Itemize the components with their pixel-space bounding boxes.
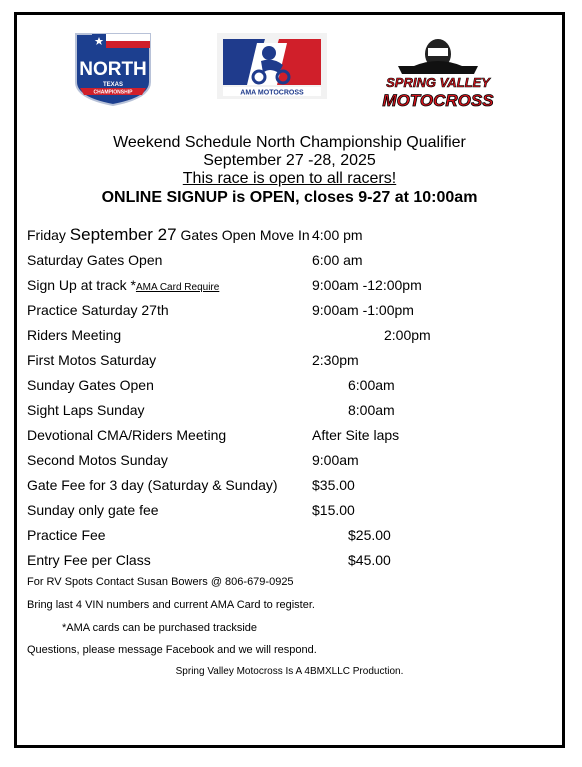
schedule-row-friday	[27, 225, 310, 245]
fee-row: Sunday only gate fee	[27, 502, 159, 518]
schedule-label: Sign Up at track *	[27, 277, 136, 293]
spring-valley-motocross-logo	[378, 36, 498, 111]
fee-row: Entry Fee per Class	[27, 552, 151, 568]
schedule-row: Sunday Gates Open	[27, 377, 154, 393]
sv-logo-line2: MOTOCROSS	[382, 91, 494, 110]
ama-motocross-logo	[217, 33, 327, 99]
open-to-all-notice: This race is open to all racers!	[182, 170, 397, 187]
fee-amount: $25.00	[348, 527, 391, 543]
schedule-row-signup	[27, 275, 219, 295]
fee-amount: $35.00	[312, 477, 355, 493]
ama-logo-text: AMA MOTOCROSS	[240, 89, 304, 97]
schedule-time: 2:30pm	[312, 352, 359, 368]
vin-note: Bring last 4 VIN numbers and current AMA Card to register.	[27, 599, 315, 611]
schedule-time: 9:00am -12:00pm	[312, 277, 422, 293]
schedule-time: 6:00am	[348, 377, 395, 393]
schedule-row: Sight Laps Sunday	[27, 402, 145, 418]
sv-logo-line1: SPRING VALLEY	[386, 75, 490, 90]
ama-cards-note: *AMA cards can be purchased trackside	[62, 622, 258, 634]
fee-amount: $45.00	[348, 552, 391, 568]
north-logo-banner: CHAMPIONSHIP	[93, 89, 133, 96]
schedule-row: Devotional CMA/Riders Meeting	[27, 427, 227, 443]
event-title: Weekend Schedule North Championship Qualifier	[113, 134, 466, 151]
schedule-time: 9:00am	[312, 452, 359, 468]
schedule-row: Second Motos Sunday	[27, 452, 168, 468]
fee-amount: $15.00	[312, 502, 355, 518]
ama-card-required-note: AMA Card Require	[135, 282, 220, 293]
fee-row: Practice Fee	[27, 527, 106, 543]
schedule-date: September 27	[69, 225, 177, 244]
schedule-time: 8:00am	[348, 402, 395, 418]
schedule-row: Riders Meeting	[27, 327, 122, 343]
schedule-time: 4:00 pm	[312, 227, 363, 243]
north-logo-state: TEXAS	[102, 82, 124, 88]
fee-row: Gate Fee for 3 day (Saturday & Sunday)	[27, 477, 278, 493]
event-dates: September 27 -28, 2025	[203, 152, 376, 169]
north-logo-text: NORTH	[79, 59, 147, 80]
schedule-time: After Site laps	[312, 427, 400, 443]
north-texas-championship-logo	[72, 32, 154, 107]
questions-note: Questions, please message Facebook and we will respond.	[27, 644, 317, 656]
online-signup-notice: ONLINE SIGNUP is OPEN, closes 9-27 at 10:00am	[101, 189, 478, 206]
rv-contact-note: For RV Spots Contact Susan Bowers @ 806-679-0925	[27, 576, 294, 588]
schedule-time: 6:00 am	[312, 252, 363, 268]
schedule-time: 9:00am -1:00pm	[312, 302, 414, 318]
schedule-row: Saturday Gates Open	[27, 252, 163, 268]
schedule-label: Friday	[27, 227, 70, 243]
schedule-label: Gates Open Move In	[176, 227, 310, 243]
schedule-time: 2:00pm	[384, 327, 431, 343]
schedule-row: Practice Saturday 27th	[27, 302, 169, 318]
production-credit: Spring Valley Motocross Is A 4BMXLLC Production.	[175, 666, 404, 677]
schedule-row: First Motos Saturday	[27, 352, 157, 368]
